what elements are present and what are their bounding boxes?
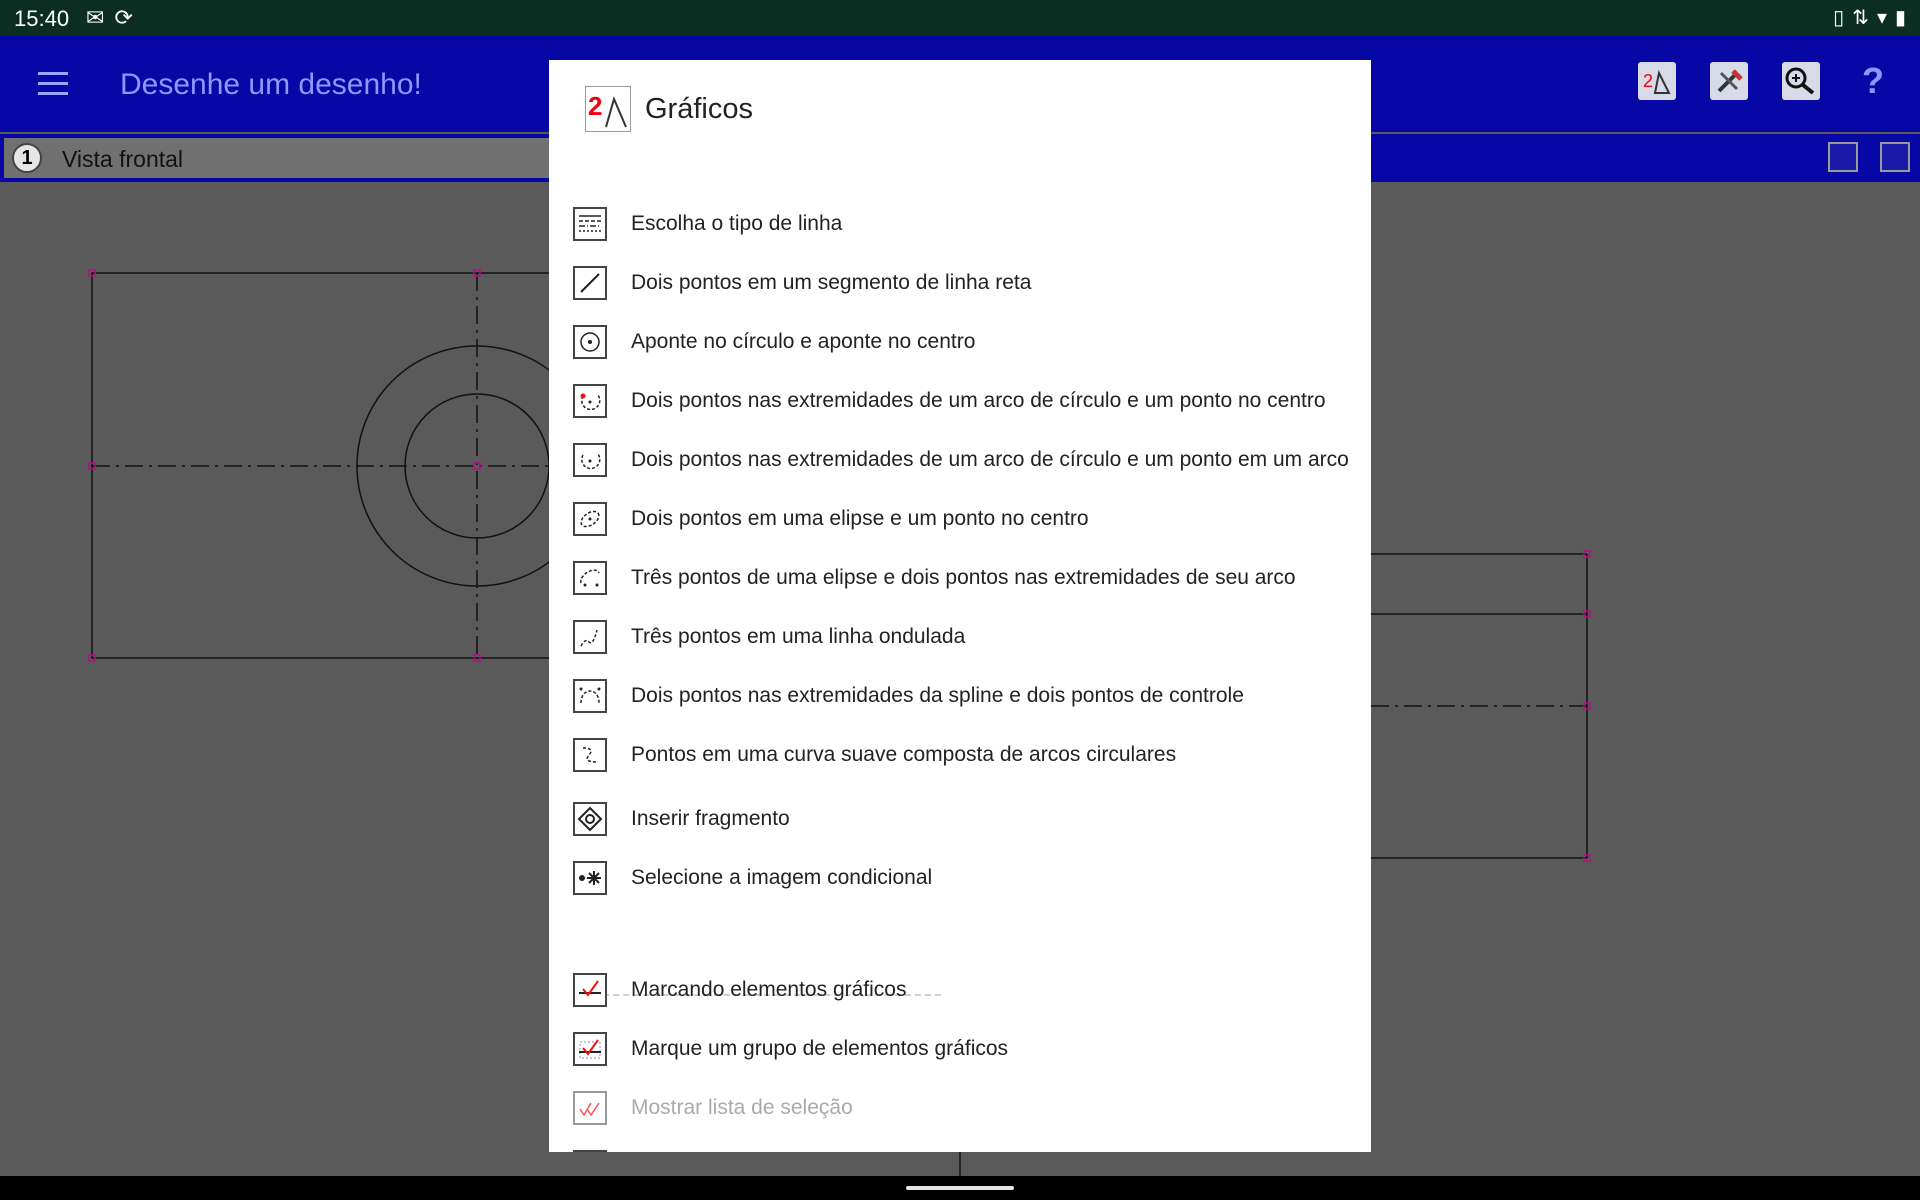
menu-item-label: Dois pontos em uma elipse e um ponto no centro xyxy=(631,507,1089,530)
help-icon[interactable]: ? xyxy=(1862,60,1884,101)
menu-item-label: Selecione a imagem condicional xyxy=(631,866,933,889)
menu-item-label: Três pontos de uma elipse e dois pontos nas extremidades de seu arco xyxy=(631,566,1296,589)
menu-item-label: Dois pontos nas extremidades de um arco de círculo e um ponto em um arco xyxy=(631,448,1349,471)
status-time: 15:40 xyxy=(14,6,70,31)
view-icons xyxy=(1828,142,1910,172)
menu-icon[interactable] xyxy=(38,72,68,102)
view-number: 1 xyxy=(12,143,42,173)
split-view-icon[interactable] xyxy=(1880,142,1910,172)
menu-item-circle[interactable] xyxy=(549,318,1371,366)
arc-three-point-icon xyxy=(573,443,607,477)
menu-item-label: Escolha o tipo de linha xyxy=(631,212,843,235)
menu-item-label: Mostrar lista de seleção xyxy=(631,1096,853,1119)
wifi-icon: ▾ xyxy=(1876,7,1887,29)
status-right-icons xyxy=(1833,5,1906,30)
battery-icon: ▮ xyxy=(1894,7,1906,29)
gmail-icon: ✉ xyxy=(86,5,105,30)
conditional-image-icon xyxy=(573,861,607,895)
menu-item-label: Aponte no círculo e aponte no centro xyxy=(631,330,976,353)
insert-fragment-icon xyxy=(573,802,607,836)
status-bar xyxy=(0,0,1920,36)
menu-item-label: Dois pontos em um segmento de linha reta xyxy=(631,271,1032,294)
menu-item-line-type[interactable] xyxy=(549,200,1371,248)
view-name: Vista frontal xyxy=(62,146,184,172)
menu-item-smooth-curve[interactable] xyxy=(549,731,1371,779)
graphics-icon-number: 2 xyxy=(588,91,603,121)
tools-icon[interactable] xyxy=(1710,62,1748,100)
mark-elements-icon xyxy=(573,973,607,1007)
line-type-icon xyxy=(573,207,607,241)
arc-center-icon xyxy=(573,384,607,418)
graphics-icon xyxy=(585,86,631,132)
smooth-curve-icon xyxy=(573,738,607,772)
menu-item-label: Pontos em uma curva suave composta de arcos circulares xyxy=(631,743,1177,766)
menu-item-label: Dois pontos nas extremidades da spline e dois pontos de controle xyxy=(631,684,1244,707)
circle-icon xyxy=(573,325,607,359)
graphics-dialog xyxy=(549,60,1371,1152)
menu-item-label: Dois pontos nas extremidades de um arco de círculo e um ponto no centro xyxy=(631,389,1326,412)
wavy-line-icon xyxy=(573,620,607,654)
ellipse-arc-icon xyxy=(573,561,607,595)
vibrate-icon: ▯ xyxy=(1833,7,1845,29)
straight-line-icon xyxy=(573,266,607,300)
zoom-icon[interactable] xyxy=(1782,62,1820,100)
partial-item-icon xyxy=(573,1150,607,1152)
menu-item-arc-three-point[interactable] xyxy=(549,436,1371,484)
svg-text:2: 2 xyxy=(1643,71,1654,91)
menu-item-label: Marque um grupo de elementos gráficos xyxy=(631,1037,1009,1060)
menu-item-insert-fragment[interactable] xyxy=(549,795,1371,843)
menu-item-mark-group[interactable] xyxy=(549,1025,1371,1073)
menu-item-ellipse-arc[interactable] xyxy=(549,554,1371,602)
selection-list-icon xyxy=(573,1091,607,1125)
data-arrows-icon: ⇅ xyxy=(1852,7,1869,29)
menu-item-spline[interactable] xyxy=(549,672,1371,720)
view-tab[interactable] xyxy=(4,138,552,178)
menu-item-label: Inserir fragmento xyxy=(631,807,790,830)
status-left-icons xyxy=(86,5,133,31)
menu-item-label: Marcando elementos gráficos xyxy=(631,978,907,1001)
app-title: Desenhe um desenho! xyxy=(120,68,422,101)
ellipse-icon xyxy=(573,502,607,536)
dialog-title: Gráficos xyxy=(645,92,753,125)
menu-item-label: Três pontos em uma linha ondulada xyxy=(631,625,966,648)
menu-item-ellipse[interactable] xyxy=(549,495,1371,543)
menu-item-straight-line[interactable] xyxy=(549,259,1371,307)
menu-item-partial[interactable] xyxy=(549,1143,1371,1152)
menu-item-arc-center[interactable] xyxy=(549,377,1371,425)
menu-item-conditional-image[interactable] xyxy=(549,854,1371,902)
app-actions xyxy=(1638,62,1892,100)
home-handle[interactable] xyxy=(906,1186,1014,1190)
graphics-tool-icon[interactable] xyxy=(1638,62,1676,100)
dialog-header xyxy=(585,86,753,132)
single-view-icon[interactable] xyxy=(1828,142,1858,172)
navigation-bar xyxy=(0,1176,1920,1200)
menu-item-selection-list[interactable] xyxy=(549,1084,1371,1132)
menu-item-mark-elements[interactable] xyxy=(549,966,1371,1014)
sync-icon: ⟳ xyxy=(114,5,133,30)
mark-group-icon xyxy=(573,1032,607,1066)
menu-item-wavy-line[interactable] xyxy=(549,613,1371,661)
spline-icon xyxy=(573,679,607,713)
